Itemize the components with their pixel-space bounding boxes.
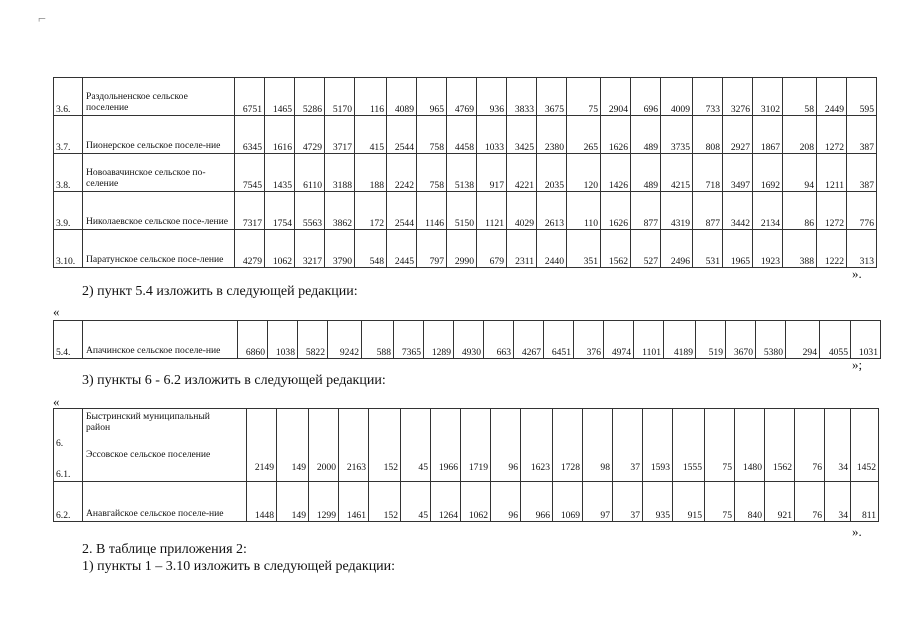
- table-cell: 110: [567, 192, 601, 230]
- table-cell: 75: [567, 78, 601, 116]
- table-cell: 1452: [851, 409, 879, 482]
- table-cell: 2311: [507, 230, 537, 268]
- table-cell: 2544: [387, 116, 417, 154]
- table-cell: 519: [696, 321, 726, 359]
- table-cell: 5286: [295, 78, 325, 116]
- table-cell: 1062: [265, 230, 295, 268]
- table-cell: 75: [705, 482, 735, 522]
- table-cell: 86: [783, 192, 817, 230]
- table-cell: 718: [693, 154, 723, 192]
- table-cell: 75: [705, 409, 735, 482]
- table-cell: 2134: [753, 192, 783, 230]
- table-cell: 120: [567, 154, 601, 192]
- table-cell: 6345: [235, 116, 265, 154]
- table-cell: 663: [484, 321, 514, 359]
- table-cell: 776: [847, 192, 877, 230]
- table-cell: 489: [631, 154, 661, 192]
- table-cell: 1623: [521, 409, 553, 482]
- table-cell: 9242: [328, 321, 362, 359]
- table-cell: 2990: [447, 230, 477, 268]
- table-cell: 966: [521, 482, 553, 522]
- table-cell: 149: [277, 482, 309, 522]
- table-cell: 2035: [537, 154, 567, 192]
- table-cell: 1593: [643, 409, 673, 482]
- table-cell: 3425: [507, 116, 537, 154]
- table-cell: 5380: [756, 321, 786, 359]
- table-cell: 1272: [817, 192, 847, 230]
- table-cell: 808: [693, 116, 723, 154]
- table-cell: 45: [401, 409, 431, 482]
- table-cell: 4221: [507, 154, 537, 192]
- table-cell: 294: [786, 321, 820, 359]
- table-cell: 1033: [477, 116, 507, 154]
- row-name: Паратунское сельское посе-ление: [83, 230, 235, 268]
- table-cell: 5138: [447, 154, 477, 192]
- table-cell: 4215: [661, 154, 693, 192]
- table-cell: 3675: [537, 78, 567, 116]
- table-cell: 1461: [339, 482, 369, 522]
- table-cell: 387: [847, 154, 877, 192]
- table-cell: 3833: [507, 78, 537, 116]
- table-cell: 97: [583, 482, 613, 522]
- table-cell: 2000: [309, 409, 339, 482]
- table-cell: 811: [851, 482, 879, 522]
- table-cell: 4029: [507, 192, 537, 230]
- row-name: [83, 409, 247, 482]
- table-cell: 6110: [295, 154, 325, 192]
- table-cell: 1101: [634, 321, 664, 359]
- paragraph-items-6: 3) пункты 6 - 6.2 изложить в следующей редакции:: [82, 373, 386, 388]
- table-cell: 548: [355, 230, 387, 268]
- table-cell: 2904: [601, 78, 631, 116]
- table-cell: 1038: [268, 321, 298, 359]
- closing-quote-3: ».: [852, 524, 862, 539]
- table-cell: 1562: [765, 409, 795, 482]
- table-cell: 6860: [238, 321, 268, 359]
- table-cell: 936: [477, 78, 507, 116]
- table-cell: 1965: [723, 230, 753, 268]
- table-cell: 1299: [309, 482, 339, 522]
- closing-quote-1: ».: [852, 266, 862, 281]
- table-cell: 45: [401, 482, 431, 522]
- table-cell: 188: [355, 154, 387, 192]
- table-cell: 1222: [817, 230, 847, 268]
- table-cell: 1692: [753, 154, 783, 192]
- table-items-6: [53, 408, 879, 522]
- table-cell: 4974: [604, 321, 634, 359]
- table-item-5-4: [53, 320, 881, 359]
- row-number: [54, 409, 83, 482]
- table-cell: 4769: [447, 78, 477, 116]
- row-number: 3.10.: [54, 230, 83, 268]
- table-cell: 2927: [723, 116, 753, 154]
- table-cell: 3217: [295, 230, 325, 268]
- table-row: [54, 78, 877, 116]
- table-cell: 696: [631, 78, 661, 116]
- row-name-6: Быстринский муниципальный район: [86, 411, 210, 433]
- paragraph-item-5-4: 2) пункт 5.4 изложить в следующей редакции:: [82, 284, 358, 299]
- table-cell: 840: [735, 482, 765, 522]
- table-cell: 1121: [477, 192, 507, 230]
- table-cell: 4189: [664, 321, 696, 359]
- table-cell: 1867: [753, 116, 783, 154]
- table-cell: 7317: [235, 192, 265, 230]
- opening-quote-2: «: [53, 304, 60, 319]
- table-cell: 1562: [601, 230, 631, 268]
- table-cell: 733: [693, 78, 723, 116]
- table-cell: 1480: [735, 409, 765, 482]
- table-cell: 2242: [387, 154, 417, 192]
- table-cell: 1264: [431, 482, 461, 522]
- table-cell: 76: [795, 482, 825, 522]
- table-cell: 877: [631, 192, 661, 230]
- row-number: 3.8.: [54, 154, 83, 192]
- table-row: [54, 154, 877, 192]
- table-cell: 1435: [265, 154, 295, 192]
- table-cell: 2613: [537, 192, 567, 230]
- table-cell: 116: [355, 78, 387, 116]
- table-cell: 595: [847, 78, 877, 116]
- table-row: [54, 230, 877, 268]
- table-main: [53, 77, 877, 268]
- table-cell: 4055: [820, 321, 851, 359]
- table-cell: 935: [643, 482, 673, 522]
- table-cell: 1062: [461, 482, 491, 522]
- table-cell: 2163: [339, 409, 369, 482]
- opening-quote-3: «: [53, 394, 60, 409]
- table-cell: 76: [795, 409, 825, 482]
- table-cell: 588: [362, 321, 394, 359]
- closing-quote-2: »;: [852, 357, 863, 372]
- table-cell: 388: [783, 230, 817, 268]
- table-cell: 5150: [447, 192, 477, 230]
- row-name-6-2: Анавгайское сельское поселе-ние: [83, 482, 247, 522]
- table-cell: 34: [825, 482, 851, 522]
- table-cell: 1289: [424, 321, 454, 359]
- table-cell: 98: [583, 409, 613, 482]
- row-number: 3.9.: [54, 192, 83, 230]
- table-cell: 2445: [387, 230, 417, 268]
- paragraph-annex-2: 2. В таблице приложения 2:: [82, 542, 247, 557]
- table-cell: 6451: [544, 321, 574, 359]
- table-cell: 3717: [325, 116, 355, 154]
- table-cell: 1426: [601, 154, 631, 192]
- table-cell: 3102: [753, 78, 783, 116]
- table-cell: 1728: [553, 409, 583, 482]
- table-cell: 915: [673, 482, 705, 522]
- table-cell: 376: [574, 321, 604, 359]
- table-cell: 1616: [265, 116, 295, 154]
- table-cell: 4267: [514, 321, 544, 359]
- table-cell: 387: [847, 116, 877, 154]
- table-row: [54, 116, 877, 154]
- table-cell: 1754: [265, 192, 295, 230]
- table-cell: 5170: [325, 78, 355, 116]
- table-cell: 2380: [537, 116, 567, 154]
- table-cell: 1555: [673, 409, 705, 482]
- table-cell: 1069: [553, 482, 583, 522]
- row-number-6: 6.: [56, 438, 64, 449]
- row-name: Новоавачинское сельское по-селение: [83, 154, 235, 192]
- table-cell: 351: [567, 230, 601, 268]
- row-name-6-1: Эссовское сельское поселение: [86, 449, 211, 460]
- table-cell: 96: [491, 482, 521, 522]
- table-cell: 921: [765, 482, 795, 522]
- table-cell: 965: [417, 78, 447, 116]
- table-cell: 1966: [431, 409, 461, 482]
- table-cell: 5563: [295, 192, 325, 230]
- table-cell: 797: [417, 230, 447, 268]
- table-cell: 94: [783, 154, 817, 192]
- table-cell: 7545: [235, 154, 265, 192]
- table-cell: 1031: [851, 321, 881, 359]
- table-row: [54, 321, 881, 359]
- table-cell: 1211: [817, 154, 847, 192]
- table-cell: 265: [567, 116, 601, 154]
- table-cell: 34: [825, 409, 851, 482]
- table-cell: 4279: [235, 230, 265, 268]
- table-cell: 2149: [247, 409, 277, 482]
- table-cell: 4458: [447, 116, 477, 154]
- table-cell: 6751: [235, 78, 265, 116]
- table-cell: 4729: [295, 116, 325, 154]
- table-cell: 1923: [753, 230, 783, 268]
- table-cell: 489: [631, 116, 661, 154]
- table-cell: 3735: [661, 116, 693, 154]
- table-cell: 2440: [537, 230, 567, 268]
- table-cell: 149: [277, 409, 309, 482]
- table-cell: 4319: [661, 192, 693, 230]
- table-cell: 1465: [265, 78, 295, 116]
- table-cell: 2449: [817, 78, 847, 116]
- row-name: Апачинское сельское поселе-ние: [83, 321, 238, 359]
- table-cell: 3276: [723, 78, 753, 116]
- table-cell: 7365: [394, 321, 424, 359]
- table-cell: 758: [417, 154, 447, 192]
- table-cell: 4930: [454, 321, 484, 359]
- table-cell: 37: [613, 482, 643, 522]
- table-cell: 152: [369, 409, 401, 482]
- row-name: Раздольненское сельское поселение: [83, 78, 235, 116]
- table-cell: 531: [693, 230, 723, 268]
- table-cell: 2544: [387, 192, 417, 230]
- table-row-6-2: [54, 482, 879, 522]
- table-cell: 3442: [723, 192, 753, 230]
- table-cell: 208: [783, 116, 817, 154]
- table-cell: 758: [417, 116, 447, 154]
- table-cell: 313: [847, 230, 877, 268]
- table-row-6-and-6-1: [54, 409, 879, 482]
- table-cell: 96: [491, 409, 521, 482]
- table-cell: 1626: [601, 116, 631, 154]
- table-cell: 1719: [461, 409, 491, 482]
- corner-mark: ⌐: [38, 12, 46, 27]
- paragraph-items-1-3-10: 1) пункты 1 – 3.10 изложить в следующей редакции:: [82, 559, 396, 574]
- table-cell: 3862: [325, 192, 355, 230]
- table-row: [54, 192, 877, 230]
- row-number-6-1: 6.1.: [56, 469, 71, 480]
- table-cell: 527: [631, 230, 661, 268]
- table-cell: 5822: [298, 321, 328, 359]
- table-cell: 172: [355, 192, 387, 230]
- row-number: 5.4.: [54, 321, 83, 359]
- row-number-6-2: 6.2.: [54, 482, 83, 522]
- table-cell: 1272: [817, 116, 847, 154]
- table-cell: 58: [783, 78, 817, 116]
- table-cell: 1448: [247, 482, 277, 522]
- table-cell: 3790: [325, 230, 355, 268]
- table-cell: 917: [477, 154, 507, 192]
- table-cell: 877: [693, 192, 723, 230]
- row-number: 3.7.: [54, 116, 83, 154]
- table-cell: 415: [355, 116, 387, 154]
- table-cell: 152: [369, 482, 401, 522]
- table-cell: 4009: [661, 78, 693, 116]
- table-cell: 1626: [601, 192, 631, 230]
- table-cell: 3188: [325, 154, 355, 192]
- table-cell: 3497: [723, 154, 753, 192]
- table-cell: 1146: [417, 192, 447, 230]
- table-cell: 679: [477, 230, 507, 268]
- table-cell: 3670: [726, 321, 756, 359]
- row-name: Николаевское сельское посе-ление: [83, 192, 235, 230]
- row-number: 3.6.: [54, 78, 83, 116]
- table-cell: 2496: [661, 230, 693, 268]
- row-name: Пионерское сельское поселе-ние: [83, 116, 235, 154]
- table-cell: 37: [613, 409, 643, 482]
- table-cell: 4089: [387, 78, 417, 116]
